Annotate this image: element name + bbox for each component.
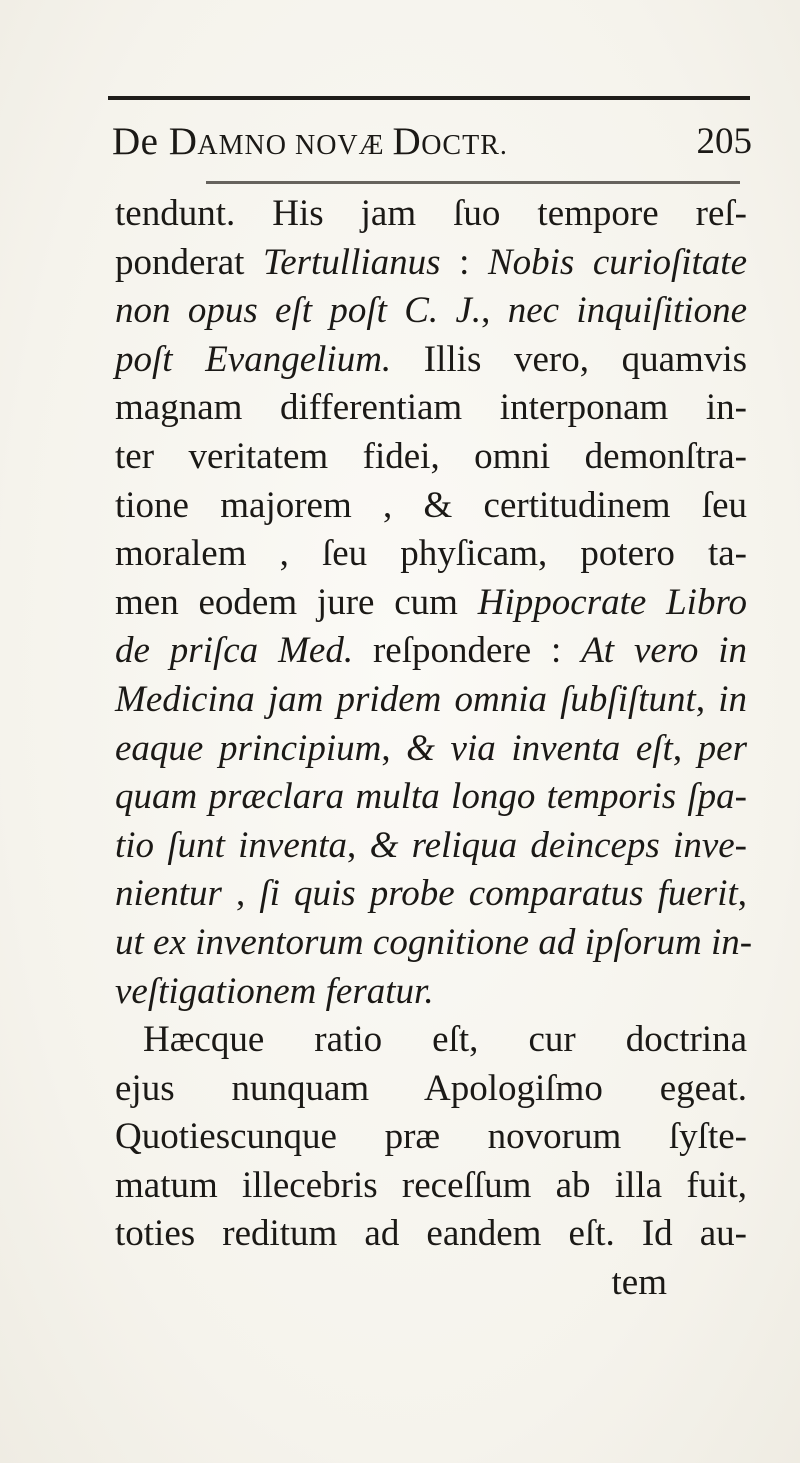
text-line	[115, 870, 747, 919]
roman-text: ,	[347, 824, 370, 866]
text-line	[115, 336, 747, 385]
title-damno-initial: D	[168, 120, 198, 163]
italic-text: Tertullianus	[263, 241, 441, 283]
roman-text: Quotiescunque præ novorum ſyſte-	[115, 1116, 747, 1158]
body-text	[115, 190, 753, 1308]
roman-text: ejus nunquam Apologiſmo egeat.	[115, 1067, 747, 1109]
italic-text: per	[697, 727, 747, 769]
italic-text: & via inventa eſt	[406, 727, 673, 769]
italic-text: quam præclara multa longo temporis ſpa-	[115, 776, 747, 818]
italic-text: eaque principium	[115, 727, 382, 769]
text-line	[115, 676, 747, 725]
italic-text: in	[718, 678, 748, 720]
roman-text: tendunt. His jam ſuo tempore reſ-	[115, 193, 747, 234]
italic-text: Hippocrate Libro	[477, 581, 747, 623]
text-line	[115, 1016, 747, 1065]
title-damno-rest: AMNO	[197, 130, 287, 161]
roman-text: ,	[737, 873, 747, 915]
italic-text: veſtigationem feratur.	[115, 970, 434, 1012]
roman-text: reſpondere :	[353, 630, 582, 672]
text-line	[115, 725, 747, 774]
header-rule	[206, 181, 740, 184]
roman-text: :	[440, 241, 488, 283]
page-number: 205	[696, 121, 752, 162]
text-line	[115, 1210, 747, 1259]
text-line	[115, 773, 747, 822]
roman-text: matum illecebris receſſum ab illa fuit,	[115, 1164, 747, 1206]
italic-text: nientur	[115, 873, 222, 915]
italic-text: nec inquiſitione	[507, 290, 748, 332]
roman-text: ,	[481, 290, 508, 332]
roman-text: moralem , ſeu phyſicam, potero ta-	[115, 533, 747, 575]
text-line	[115, 968, 747, 1017]
roman-text: ,	[695, 678, 719, 720]
text-line	[115, 239, 747, 288]
roman-text: ter veritatem fidei, omni demonſtra-	[115, 435, 747, 477]
italic-text: tio ſunt inventa	[115, 824, 348, 866]
roman-text: magnam differentiam interponam in-	[115, 387, 747, 429]
text-line	[115, 1113, 747, 1162]
italic-text: poſt Evangelium.	[115, 338, 392, 380]
text-line	[115, 1162, 747, 1211]
italic-text: ſi quis probe comparatus fuerit	[259, 873, 738, 915]
roman-text: ponderat	[115, 241, 264, 283]
italic-text: de priſca Med.	[115, 630, 354, 672]
text-line	[115, 482, 747, 531]
italic-text: Nobis curioſitate	[487, 241, 748, 283]
text-line	[115, 822, 747, 871]
title-doctr-rest: OCTR.	[421, 130, 508, 161]
roman-text: ,	[672, 727, 698, 769]
text-line	[115, 384, 747, 433]
italic-text: Medicina jam pridem omnia ſubſiſtunt	[115, 678, 696, 720]
roman-text: ,	[221, 873, 260, 915]
text-line	[115, 287, 747, 336]
text-line	[115, 1065, 747, 1114]
top-rule	[108, 96, 750, 100]
running-header	[112, 112, 752, 172]
catchword: tem	[611, 1262, 667, 1304]
text-line	[115, 190, 747, 239]
text-line	[115, 530, 747, 579]
italic-text: non opus eſt poſt C. J.	[115, 290, 482, 332]
text-line	[115, 919, 753, 968]
title-de: De	[112, 120, 169, 163]
text-line	[115, 627, 747, 676]
roman-text: Illis vero, quamvis	[391, 338, 747, 380]
italic-text: ut ex inventorum cognitione ad ipſorum in-	[115, 921, 753, 963]
roman-text: toties reditum ad eandem eſt. Id au-	[115, 1213, 747, 1255]
text-line	[115, 579, 747, 628]
roman-text: men eodem jure cum	[115, 581, 478, 623]
roman-text: tione majorem , & certitudinem ſeu	[115, 484, 747, 526]
text-line	[115, 433, 747, 482]
running-title	[112, 112, 508, 176]
roman-text: Hæcque ratio eſt, cur doctrina	[143, 1019, 747, 1061]
italic-text: At vero in	[581, 630, 748, 672]
roman-text: ,	[381, 727, 407, 769]
italic-text: & reliqua deinceps inve-	[369, 824, 748, 866]
title-doctr-initial: D	[392, 120, 422, 163]
title-novae: NOVÆ	[286, 130, 393, 161]
